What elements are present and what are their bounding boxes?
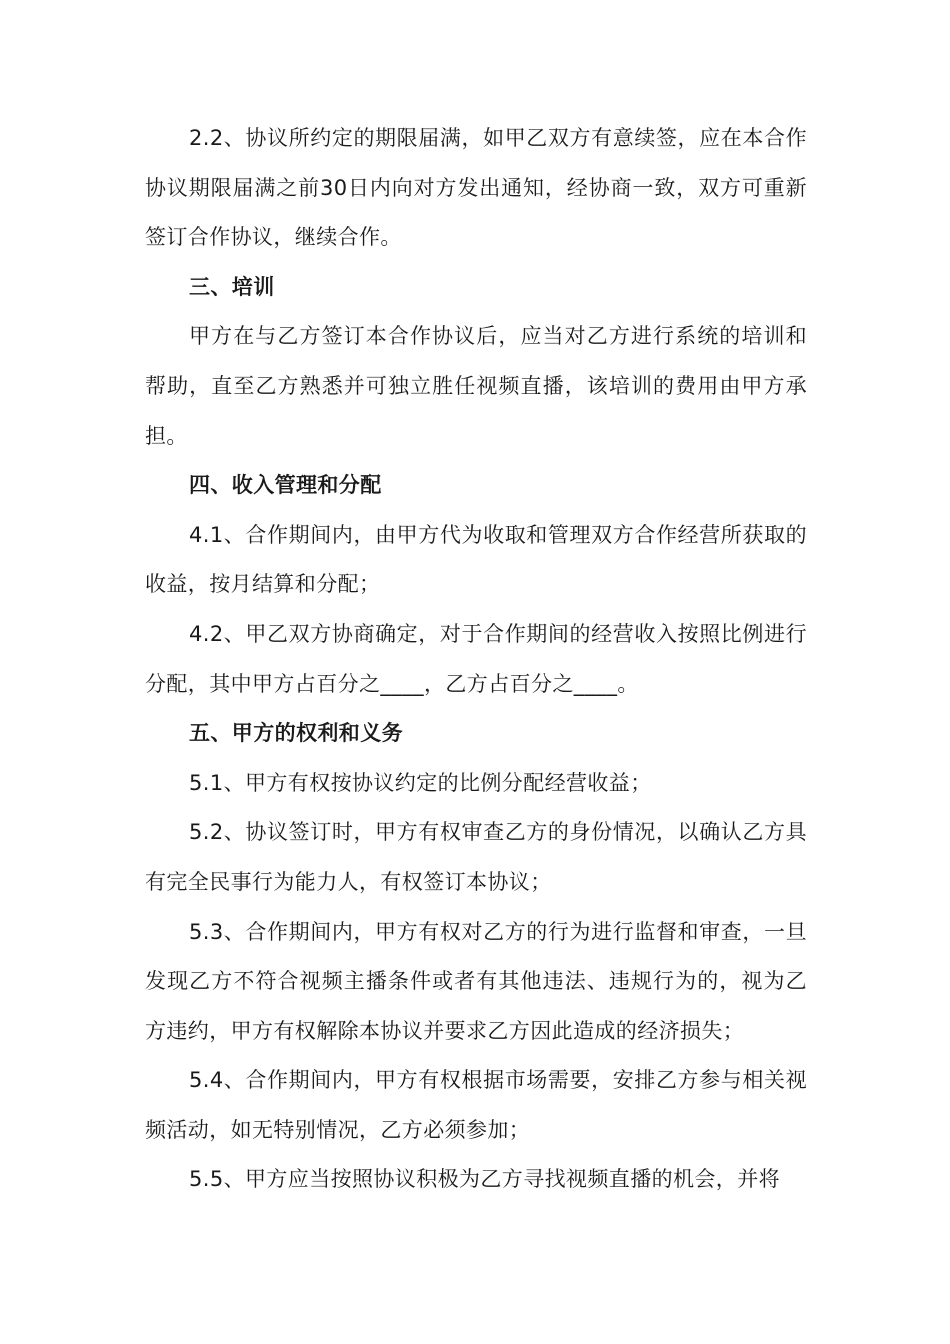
- clause-5-3: 5.3、合作期间内，甲方有权对乙方的行为进行监督和审查，一旦发现乙方不符合视频主播条件或者有其他违法、违规行为的，视为乙方违约，甲方有权解除本协议并要求乙方因此造成的经济损失；: [145, 919, 807, 1043]
- clause-4-1: 4.1、合作期间内，由甲方代为收取和管理双方合作经营所获取的收益，按月结算和分配；: [145, 522, 807, 597]
- section-heading-party-a-rights: 五、甲方的权利和义务: [189, 721, 403, 746]
- section-heading-training: 三、培训: [189, 274, 275, 299]
- clause-2-2: 2.2、协议所约定的期限届满，如甲乙双方有意续签，应在本合作协议期限届满之前30日内向对方发出通知，经协商一致，双方可重新签订合作协议，继续合作。: [145, 126, 807, 250]
- clause-5-2: 5.2、协议签订时，甲方有权审查乙方的身份情况，以确认乙方具有完全民事行为能力人，有权签订本协议；: [145, 820, 807, 894]
- section-heading-income: 四、收入管理和分配: [189, 473, 382, 498]
- clause-5-4: 5.4、合作期间内，甲方有权根据市场需要，安排乙方参与相关视频活动，如无特别情况，乙方必须参加；: [145, 1068, 807, 1142]
- training-paragraph: 甲方在与乙方签订本合作协议后，应当对乙方进行系统的培训和帮助，直至乙方熟悉并可独立胜任视频直播，该培训的费用由甲方承担。: [145, 324, 807, 448]
- clause-4-2: 4.2、甲乙双方协商确定，对于合作期间的经营收入按照比例进行分配，其中甲方占百分之____，乙方占百分之____。: [145, 621, 807, 696]
- clause-5-5: 5.5、甲方应当按照协议积极为乙方寻找视频直播的机会，并将: [189, 1167, 780, 1192]
- document-body: [145, 114, 807, 1205]
- clause-5-1: 5.1、甲方有权按协议约定的比例分配经营收益；: [189, 770, 652, 795]
